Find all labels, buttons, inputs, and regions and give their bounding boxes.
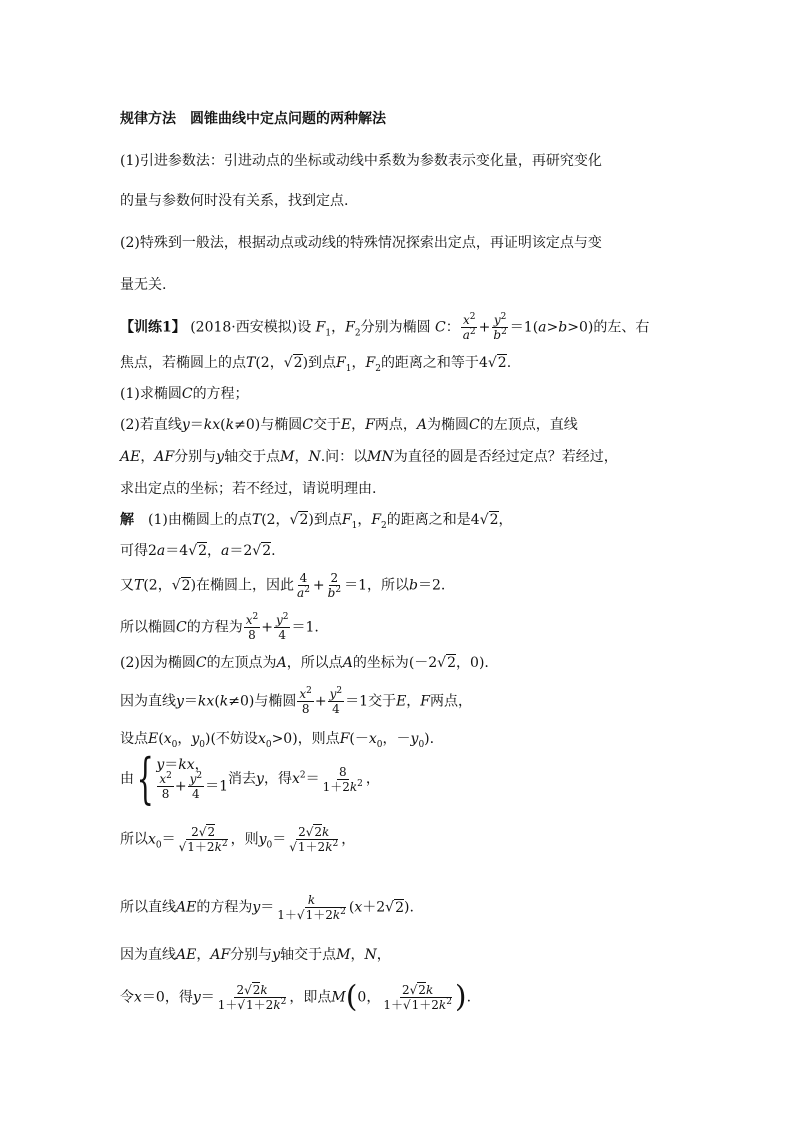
training-tag: 【训练1】 bbox=[120, 319, 186, 336]
solution-line-11: 因为直线AE，AF分别与y轴交于点M，N， bbox=[120, 947, 391, 963]
solution-line-12: 令x＝0，得y＝ $\frac{2√2k}{1+√1+2k^2}$ ，即点M(0， $\frac{2√2k}{1+√1+2k^2}$ ). bbox=[120, 979, 472, 1015]
solution-line-5: (2)因为椭圆C的左顶点为A，所以点A的坐标为(－2√2，0). bbox=[120, 655, 489, 671]
training-q2-line-3: 求出定点的坐标；若不经过，请说明理由. bbox=[120, 481, 377, 497]
solution-line-10: 所以直线AE的方程为y＝ $\frac{k}{1+√1+2k^2}$ (x＋2√2). bbox=[120, 893, 414, 922]
solution-line-2: 可得2a＝4√2，a＝2√2. bbox=[120, 543, 276, 559]
solution-line-8: 由{ y＝kx， $\frac{x^2}{8}$ + $\frac{y^2}{4}$ ＝1 消去y，得$x^2=$ $\frac{8}{1+2k^2}$ ， bbox=[120, 747, 380, 810]
training-q2-line-2: AE，AF分别与y轴交于点M，N.问：以MN为直径的圆是否经过定点？若经过， bbox=[120, 449, 618, 465]
training-q1: (1)求椭圆C的方程； bbox=[120, 386, 249, 402]
solution-line-6: 因为直线y＝kx(k≠0)与椭圆 $\frac{x^2}{8}$ + $\frac{y^2}{4}$ ＝1交于E，F两点， bbox=[120, 686, 473, 716]
training-line-2: 焦点，若椭圆上的点T(2，√2)到点$F_1$，$F_2$的距离之和等于4√2. bbox=[120, 355, 512, 374]
method-line-2: 的量与参数何时没有关系，找到定点. bbox=[120, 193, 349, 209]
solution-line-7: 设点$E(x_0$，$y_0$)(不妨设$x_0>0$)，则点$F(-x_0$，$-y_0$). bbox=[120, 731, 435, 750]
method-line-4: 量无关. bbox=[120, 277, 167, 293]
section-heading: 规律方法 圆锥曲线中定点问题的两种解法 bbox=[120, 111, 386, 127]
method-line-3: (2)特殊到一般法，根据动点或动线的特殊情况探索出定点，再证明该定点与变 bbox=[120, 235, 602, 251]
solution-line-9: 所以$x_0=$ $\frac{2√2}{√1+2k^2}$ ，则$y_0=$ $\frac{2√2k}{√1+2k^2}$ ， bbox=[120, 825, 356, 854]
left-brace: { bbox=[136, 747, 154, 810]
solution-line-1: 解 (1)由椭圆上的点T(2，√2)到点$F_1$，$F_2$的距离之和是4√2， bbox=[120, 512, 513, 531]
method-line-1: (1)引进参数法：引进动点的坐标或动线中系数为参数表示变化量，再研究变化 bbox=[120, 153, 602, 169]
solution-line-4: 所以椭圆C的方程为 $\frac{x^2}{8}$ + $\frac{y^2}{4}$ ＝1. bbox=[120, 612, 319, 642]
solution-line-3: 又T(2，√2)在椭圆上，因此 $\frac{4}{a^2}$ + $\frac{2}{b^2}$ ＝1，所以b＝2. bbox=[120, 571, 446, 600]
training-line-1: 【训练1】 (2018·西安模拟)设 $F_1$，$F_2$分别为椭圆 C： $\frac{x^2}{a^2}$ + $\frac{y^2}{b^2}$ ＝1(a>b>0)的左、右 bbox=[120, 312, 650, 342]
equation-system: y＝kx， $\frac{x^2}{8}$ + $\frac{y^2}{4}$ ＝1 bbox=[156, 756, 229, 802]
training-q2-line-1: (2)若直线y＝kx(k≠0)与椭圆C交于E，F两点，A为椭圆C的左顶点，直线 bbox=[120, 417, 578, 433]
